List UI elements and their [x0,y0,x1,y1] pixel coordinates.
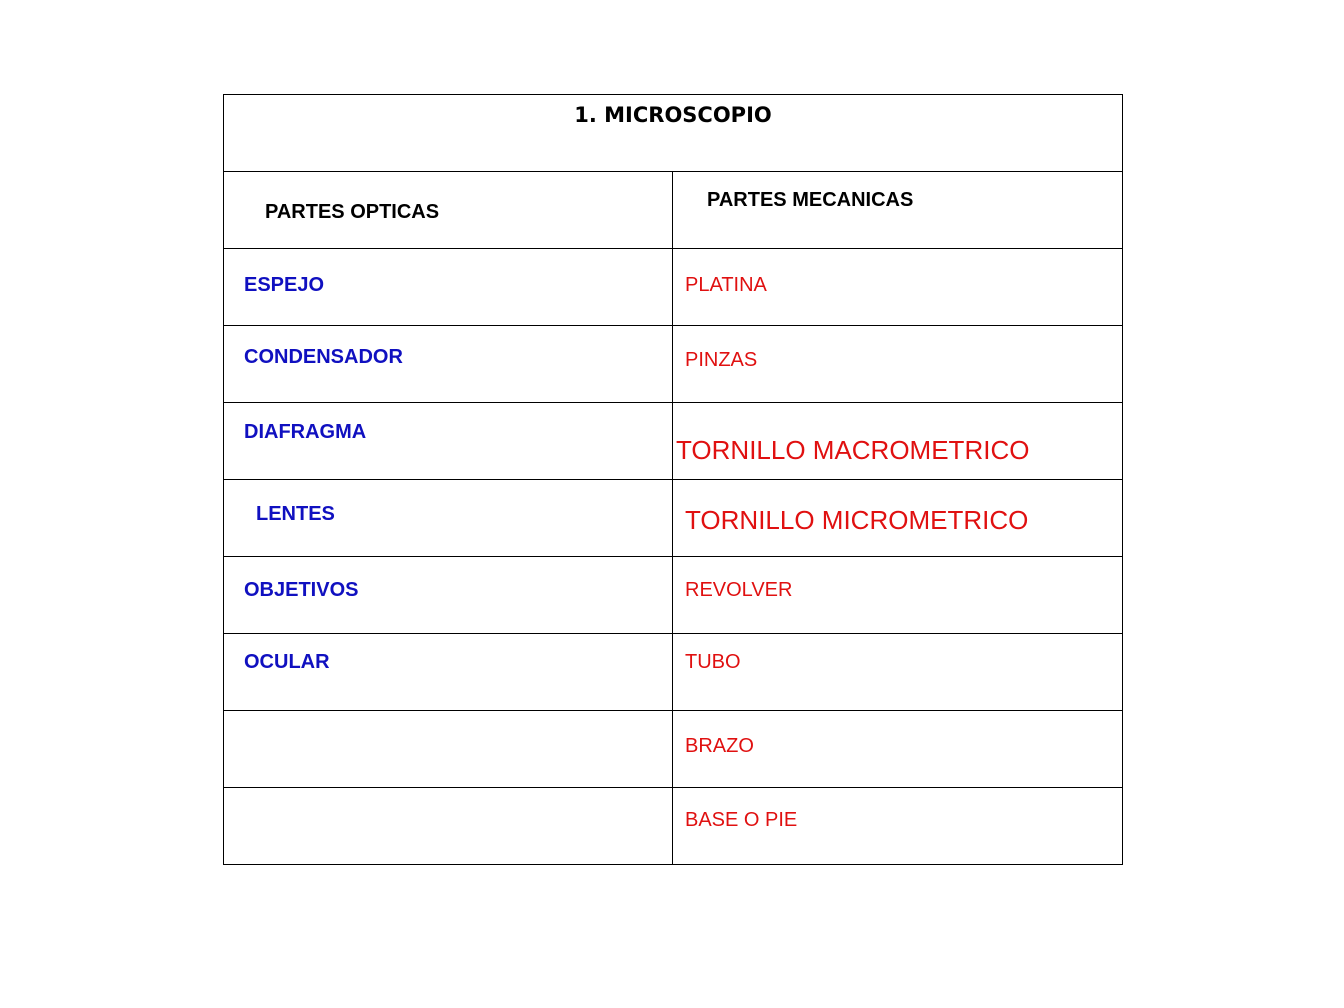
mechanical-cell [673,403,1123,480]
mechanical-part-pinzas: PINZAS [685,349,758,371]
mechanical-part-base-o-pie: BASE O PIE [685,809,798,831]
mechanical-part-revolver: REVOLVER [685,579,793,601]
mechanical-part-platina: PLATINA [685,274,767,296]
optical-part-condensador: CONDENSADOR [244,346,403,368]
optical-cell [224,557,673,634]
title-row [224,95,1123,172]
optical-cell [224,403,673,480]
mechanical-cell [673,480,1123,557]
table-row [224,788,1123,865]
table-row [224,326,1123,403]
optical-part-ocular: OCULAR [244,651,330,673]
mechanical-part-tornillo-macrometrico: TORNILLO MACROMETRICO [676,435,1030,465]
microscope-parts-table [223,94,1123,865]
optical-part-espejo: ESPEJO [244,274,325,296]
optical-cell [224,326,673,403]
mechanical-part-brazo: BRAZO [685,735,754,757]
optical-part-lentes: LENTES [256,503,335,525]
table-row [224,557,1123,634]
microscope-table-container [223,94,1122,865]
header-cell-mechanical [673,172,1123,249]
mechanical-cell [673,711,1123,788]
table-row [224,403,1123,480]
header-cell-optical [224,172,673,249]
optical-cell-empty [224,711,673,788]
header-row [224,172,1123,249]
mechanical-cell [673,326,1123,403]
table-row [224,711,1123,788]
optical-cell-empty [224,788,673,865]
table-row [224,480,1123,557]
table-row [224,634,1123,711]
mechanical-cell [673,634,1123,711]
optical-part-objetivos: OBJETIVOS [244,579,359,601]
table-title: 1. MICROSCOPIO [574,103,772,127]
optical-cell [224,480,673,557]
header-mechanical-parts: PARTES MECANICAS [707,189,914,211]
mechanical-cell [673,557,1123,634]
mechanical-part-tubo: TUBO [685,651,741,673]
mechanical-cell [673,788,1123,865]
mechanical-part-tornillo-micrometrico: TORNILLO MICROMETRICO [685,505,1029,535]
mechanical-cell [673,249,1123,326]
table-row [224,249,1123,326]
optical-cell [224,634,673,711]
optical-part-diafragma: DIAFRAGMA [244,421,367,443]
header-optical-parts: PARTES OPTICAS [265,201,440,223]
title-cell [224,95,1123,172]
optical-cell [224,249,673,326]
